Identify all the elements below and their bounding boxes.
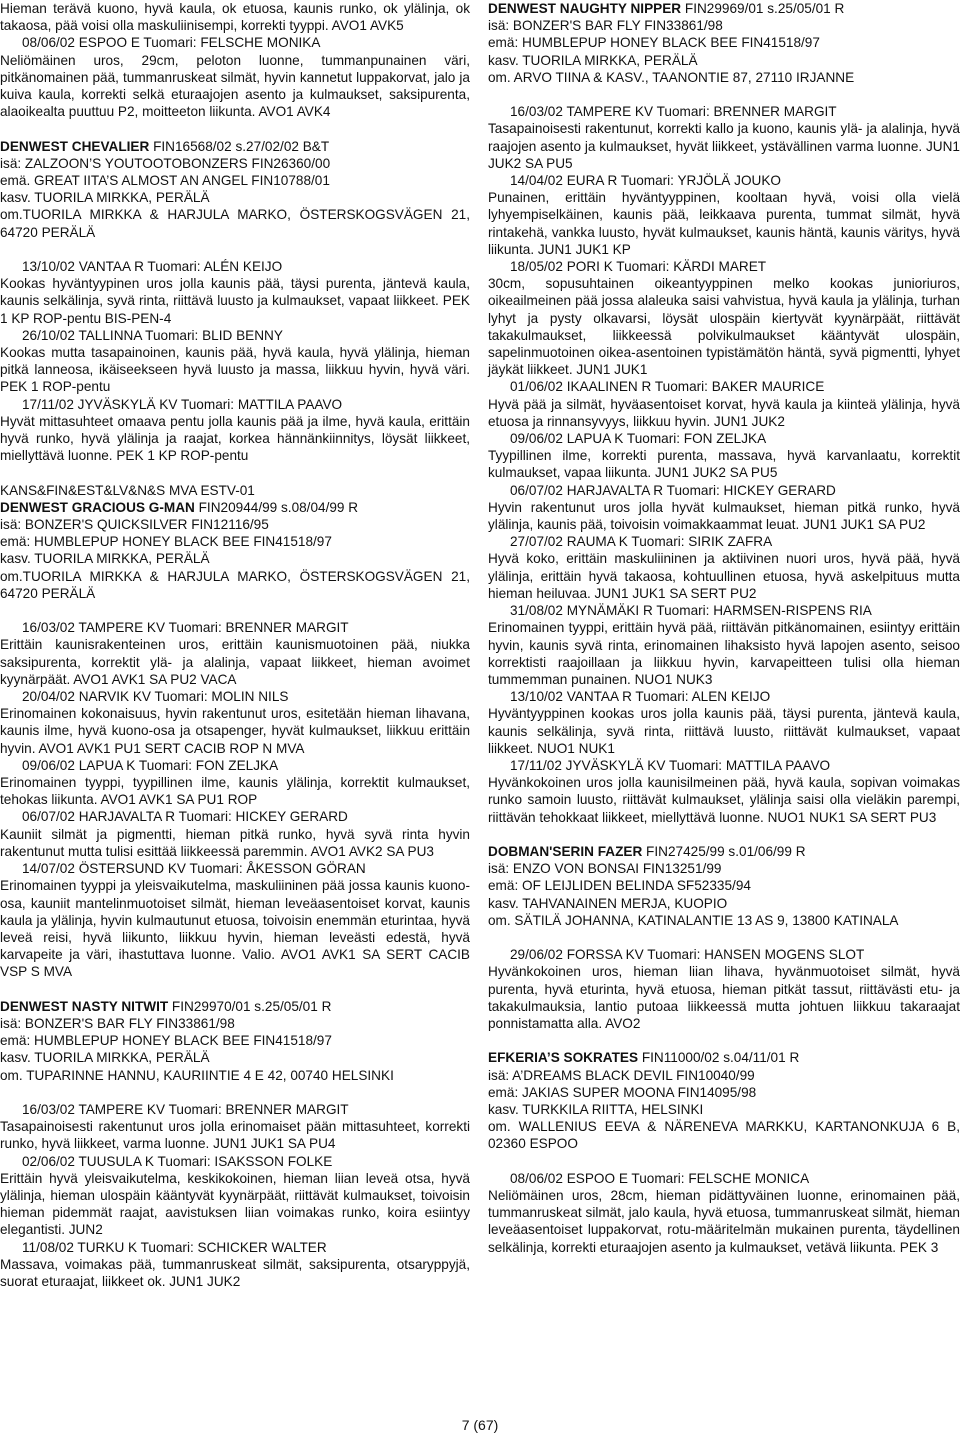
show-result-line: 02/06/02 TUUSULA K Tuomari: ISAKSSON FOLKE [22, 1153, 333, 1169]
text-paragraph: emä: OF LEIJLIDEN BELINDA SF52335/94 [488, 878, 751, 894]
text-paragraph: om. WALLENIUS EEVA & NÄRENEVA MARKKU, KARTANONKUJA 6 B, 02360 ESPOO [488, 1119, 960, 1152]
text-paragraph: isä: BONZER'S QUICKSILVER FIN12116/95 [0, 517, 269, 533]
registration-info: FIN20944/99 s.08/04/99 R [194, 499, 359, 515]
text-paragraph: emä. GREAT IITA’S ALMOST AN ANGEL FIN10788/01 [0, 173, 330, 189]
text-paragraph: kasv. TAHVANAINEN MERJA, KUOPIO [488, 895, 728, 911]
show-result-line: 20/04/02 NARVIK KV Tuomari: MOLIN NILS [22, 689, 289, 705]
dog-name: DOBMAN'SERIN FAZER [488, 843, 643, 859]
text-paragraph: Hieman terävä kuono, hyvä kaula, ok etuosa, kaunis runko, ok ylälinja, ok takaosa, pää voisi olla maskuliinisempi, korrekti tyyppi. AVO1 AVK5 [0, 1, 470, 34]
text-paragraph: Tyypillinen ilme, korrekti purenta, massava, hyvä karvanlaatu, korrektit kulmaukset, vapaa liikunta. JUN1 JUK2 SA PU5 [488, 448, 960, 481]
left-column [0, 0, 474, 1290]
text-paragraph: Hyvin rakentunut uros jolla hyvät kulmaukset, hieman pitkä runko, hyvä ylälinja, kaunis pää, toivoisin voimakkaammat leuat. JUN1 JUK1 SA PU2 [488, 499, 960, 533]
text-paragraph: Hyvänkokoinen uros jolla kaunisilmeinen pää, hyvä kaula, sopivan voimakas runko samoin luusto, riittävät kulmaukset, ylälinja saisi olla vieläkin parempi, riittävän tehokkaat liikkeet, miellyttävä luonne. NUO1 NUK1 SA SERT PU3 [488, 775, 960, 825]
text-paragraph: Erittäin hyvä yleisvaikutelma, keskikokoinen, hieman liian leveä otsa, hyvä ylälinja, hieman ulospäin kääntyvät kyynärpäät, riittävät kulmaukset, toivoisin hieman pidemmät raajat, aavistuksen liian voimakas runko, koira esiintyy elegantisti. JUN2 [0, 1170, 470, 1238]
show-result-line: 13/10/02 VANTAA R Tuomari: ALEN KEIJO [510, 689, 771, 705]
text-paragraph: Hyväntyyppinen kookas uros jolla kaunis pää, täysi purenta, jäntevä kaula, kaunis selkälinja, syvä rinta, riittävä luusto, riittävät kulmaukset, vapaat liikkeet. NUO1 NUK1 [488, 706, 960, 756]
paragraph-spacer [488, 826, 960, 843]
show-result-line: 13/10/02 VANTAA R Tuomari: ALÉN KEIJO [22, 259, 283, 275]
show-result-line: 01/06/02 IKAALINEN R Tuomari: BAKER MAURICE [510, 379, 825, 395]
right-column [486, 0, 960, 1256]
text-paragraph: KANS&FIN&EST&LV&N&S MVA ESTV-01 [0, 482, 255, 498]
show-result-line: 08/06/02 ESPOO E Tuomari: FELSCHE MONICA [510, 1170, 810, 1186]
registration-info: FIN11000/02 s.04/11/01 R [638, 1050, 800, 1066]
dog-name: DENWEST NASTY NITWIT [0, 998, 169, 1014]
text-paragraph: Hyvä koko, erittäin maskuliininen ja aktiivinen nuori uros, hyvä pää, hyvä ylälinja, erittäin hyvä takaosa, kohtuullinen etuosa, hyvä askelpituus mutta hieman heiluvaa. JUN1 JUK1 SA SERT PU2 [488, 551, 960, 601]
text-paragraph: emä: HUMBLEPUP HONEY BLACK BEE FIN41518/97 [0, 1033, 332, 1049]
dog-entry-heading [0, 138, 470, 155]
show-result-line: 18/05/02 PORI K Tuomari: KÄRDI MARET [510, 259, 767, 275]
show-result-line: 09/06/02 LAPUA K Tuomari: FON ZELJKA [510, 431, 767, 447]
text-paragraph: kasv. TUORILA MIRKKA, PERÄLÄ [0, 551, 210, 567]
show-result-line: 06/07/02 HARJAVALTA R Tuomari: HICKEY GERARD [510, 482, 836, 498]
registration-info: FIN29970/01 s.25/05/01 R [168, 998, 332, 1014]
paragraph-spacer [488, 1153, 960, 1170]
paragraph-spacer [0, 981, 470, 998]
text-paragraph: om.TUORILA MIRKKA & HARJULA MARKO, ÖSTERSKOGSVÄGEN 21, 64720 PERÄLÄ [0, 207, 470, 240]
dog-name: DENWEST CHEVALIER [0, 138, 150, 154]
paragraph-spacer [488, 86, 960, 103]
text-paragraph: 30cm, sopusuhtainen oikeantyyppinen melko kookas junioriuros, oikeailmeinen pää jossa alaleuka saisi vahvistua, hyvä kaula ja ylälinja, turhan lyhyt ja pysty olkavarsi, löysät ulospäin kiertyvät kyynärpäät, riittävät takakulmaukset, liikkeessä polvikulmaukset kääntyvät ulospäin, sapelinmuotoinen oikea-asentoinen typistämätön häntä, syvä pigmentti, lyhyet jäykät liikkeet. JUN1 JUK1 [488, 276, 960, 378]
text-paragraph: om.TUORILA MIRKKA & HARJULA MARKO, ÖSTERSKOGSVÄGEN 21, 64720 PERÄLÄ [0, 568, 470, 601]
text-paragraph: Kookas hyväntyypinen uros jolla kaunis pää, täysi purenta, jäntevä kaula, kaunis selkälinja, syvä rinta, riittävä luusto ja kulmaukset, vapaat liikkeet. PEK 1 KP ROP-pentu BIS-PEN-4 [0, 276, 470, 326]
text-paragraph: Tasapainoisesti rakentunut, korrekti kallo ja kuono, kaunis ylä- ja alalinja, hyvä raajojen asento ja kulmaukset, hyvät liikkeet, ystävällinen varma luonne. JUN1 JUK2 SA PU5 [488, 121, 960, 171]
show-result-line: 16/03/02 TAMPERE KV Tuomari: BRENNER MARGIT [22, 620, 349, 636]
text-paragraph: emä: JAKIAS SUPER MOONA FIN14095/98 [488, 1084, 757, 1100]
dog-entry-heading [0, 499, 470, 516]
text-paragraph: Neliömäinen uros, 28cm, hieman pidättyväinen luonne, erinomainen pää, tummanruskeat silmät, jalo kaula, hyvä etuosa, tummanruskeat silmät, hieman leveäasentoiset luppakorvat, rotu-määritelmän mukainen purenta, täydellinen selkälinja, korrekti eturaajojen asento ja kulmaukset, vetävä liikunta. PEK 3 [488, 1187, 960, 1255]
show-result-line: 17/11/02 JYVÄSKYLÄ KV Tuomari: MATTILA PAAVO [22, 396, 343, 412]
text-paragraph: Erinomainen kokonaisuus, hyvin rakentunut uros, esitetään hieman lihavana, kaunis ilme, hyvä kuono-osa ja otsapenger, hyvät kulmaukset, liikkuu erittäin hyvin. AVO1 AVK1 PU1 SERT CACIB ROP N MVA [0, 706, 470, 756]
text-paragraph: emä: HUMBLEPUP HONEY BLACK BEE FIN41518/97 [0, 534, 332, 550]
show-result-line: 11/08/02 TURKU K Tuomari: SCHICKER WALTER [22, 1239, 327, 1255]
text-paragraph: om. ARVO TIINA & KASV., TAANONTIE 87, 27110 IRJANNE [488, 69, 855, 85]
dog-entry-heading [488, 1049, 960, 1066]
text-paragraph: isä: ENZO VON BONSAI FIN13251/99 [488, 861, 722, 877]
dog-name: DENWEST NAUGHTY NIPPER [488, 1, 682, 16]
dog-entry-heading [488, 843, 960, 860]
text-paragraph: isä: ZALZOON’S YOUTOOTOBONZERS FIN26360/00 [0, 155, 331, 171]
text-paragraph: Massava, voimakas pää, tummanruskeat silmät, saksipurenta, otsaryppyjä, suorat eturaajat, liikkeet ok. JUN1 JUK2 [0, 1256, 470, 1289]
show-result-line: 16/03/02 TAMPERE KV Tuomari: BRENNER MARGIT [22, 1101, 349, 1117]
text-paragraph: Tasapainoisesti rakentunut uros jolla erinomaiset pään mittasuhteet, korrekti runko, hyvä liikkeet, varma luonne. JUN1 JUK1 SA PU4 [0, 1119, 470, 1152]
text-paragraph: Kauniit silmät ja pigmentti, hieman pitkä runko, hyvä syvä rinta hyvin rakentunut mutta tulisi esittää liikkeessä paremmin. AVO1 AVK2 SA PU3 [0, 826, 470, 859]
text-paragraph: Hyvät mittasuhteet omaava pentu jolla kaunis pää ja ilme, hyvä kaula, erittäin hyvä runko, hyvä ylälinja ja raajat, korkea hännänkiinnitys, löysät liikkeet, miellyttävä luonne. PEK 1 KP ROP-pentu [0, 413, 470, 464]
show-result-line: 06/07/02 HARJAVALTA R Tuomari: HICKEY GERARD [22, 809, 348, 825]
dog-name: EFKERIA’S SOKRATES [488, 1050, 639, 1066]
show-result-line: 17/11/02 JYVÄSKYLÄ KV Tuomari: MATTILA PAAVO [510, 757, 831, 773]
text-paragraph: Hyvänkokoinen uros, hieman liian lihava, hyvänmuotoiset silmät, hyvä purenta, hyvä eturinta, hyvä etuosa, hieman pitkät tassut, riittävästi etu- ja takakulmauksia, lantio putoaa liikkeessä mutta johtuen liikkuu takaraajat ponnistamatta alla. AVO2 [488, 964, 960, 1031]
text-paragraph: emä: HUMBLEPUP HONEY BLACK BEE FIN41518/97 [488, 35, 820, 51]
dog-entry-heading [488, 0, 960, 17]
show-result-line: 27/07/02 RAUMA K Tuomari: SIRIK ZAFRA [510, 534, 773, 550]
text-paragraph: Erittäin kaunisrakenteinen uros, erittäin kaunismuotoinen pää, niukka saksipurenta, korrektit ylä- ja alalinja, vapaat liikkeet, hieman avoimet kyynärpäät. AVO1 AVK1 SA PU2 VACA [0, 637, 470, 687]
text-paragraph: Erinomainen tyyppi, erittäin hyvä pää, riittävän pitkänomainen, esiintyy erittäin hyvin, kaunis syvä rinta, erinomainen lihaksisto hyvä lapojen asento, seisoo korrektisti raajoillaan ja liikkuu hyvin, karvapeitteen tulisi olla hieman tummemman punainen. NUO1 NUK3 [488, 620, 960, 687]
paragraph-spacer [488, 1032, 960, 1049]
dog-name: DENWEST GRACIOUS G-MAN [0, 499, 195, 515]
paragraph-spacer [0, 602, 470, 619]
show-result-line: 31/08/02 MYNÄMÄKI R Tuomari: HARMSEN-RISPENS RIA [510, 603, 872, 619]
show-result-line: 26/10/02 TALLINNA Tuomari: BLID BENNY [22, 327, 283, 343]
text-paragraph: Hyvä pää ja silmät, hyväasentoiset korvat, hyvä kaula ja kiinteä ylälinja, hyvä etuosa ja rinnansyvyys, liikkuu hyvin. JUN1 JUK2 [488, 396, 960, 429]
registration-info: FIN16568/02 s.27/02/02 B&T [149, 138, 330, 154]
text-paragraph: Punainen, erittäin hyväntyyppinen, kooltaan hyvä, voisi olla vielä lyhyempiselkäinen, kaunis pää, leikkaava purenta, tummat silmät, hyvä rintakehä, vankka luusto, hyvät kulmaukset, kaunis häntä, kaunis väritys, hyvä liikunta. JUN1 JUK1 KP [488, 190, 960, 257]
text-paragraph: Erinomainen tyyppi ja yleisvaikutelma, maskuliininen pää jossa kaunis kuono-osa, kauniit mantelinmuotoiset silmät, hieman leveäasentoiset korvat, kaunis kaula ja ylälinja, hyvin kulmautunut etuosa, toivoisin enemmän eturintaa, hyvä leveä reisi, hyvä liikunto, liikkuu hyvin, hieman leveästi edestä, hyvä karvapeite ja väri, ihastuttava luonne. Valio. AVO1 AVK1 SA SERT CACIB VSP S MVA [0, 878, 470, 980]
text-paragraph: kasv. TUORILA MIRKKA, PERÄLÄ [488, 52, 698, 68]
text-paragraph: isä: BONZER'S BAR FLY FIN33861/98 [488, 18, 723, 34]
text-paragraph: isä: BONZER'S BAR FLY FIN33861/98 [0, 1015, 235, 1031]
text-paragraph: om. SÄTILÄ JOHANNA, KATINALANTIE 13 AS 9, 13800 KATINALA [488, 912, 899, 928]
text-paragraph: kasv. TUORILA MIRKKA, PERÄLÄ [0, 1050, 210, 1066]
show-result-line: 14/04/02 EURA R Tuomari: YRJÖLÄ JOUKO [510, 173, 781, 189]
text-paragraph: isä: A’DREAMS BLACK DEVIL FIN10040/99 [488, 1067, 755, 1083]
registration-info: FIN29969/01 s.25/05/01 R [681, 1, 845, 16]
dog-entry-heading [0, 998, 470, 1015]
text-paragraph: Kookas mutta tasapainoinen, kaunis pää, hyvä kaula, hyvä ylälinja, hieman pitkä lanneosa, ikäiseekseen hyvä luusto ja massa, liikkuu hyvin, hyvä väri. PEK 1 ROP-pentu [0, 345, 470, 395]
paragraph-spacer [0, 120, 470, 137]
show-result-line: 29/06/02 FORSSA KV Tuomari: HANSEN MOGENS SLOT [510, 947, 865, 963]
paragraph-spacer [0, 464, 470, 481]
page-number: 7 (67) [461, 1417, 499, 1433]
show-result-line: 16/03/02 TAMPERE KV Tuomari: BRENNER MARGIT [510, 104, 837, 120]
paragraph-spacer [0, 241, 470, 258]
show-result-line: 14/07/02 ÖSTERSUND KV Tuomari: ÅKESSON GÖRAN [22, 861, 366, 877]
text-paragraph: om. TUPARINNE HANNU, KAURIINTIE 4 E 42, 00740 HELSINKI [0, 1067, 394, 1083]
registration-info: FIN27425/99 s.01/06/99 R [642, 843, 806, 859]
text-paragraph: Neliömäinen uros, 29cm, peloton luonne, tummanpunainen väri, pitkänomainen pää, tummanruskeat silmät, hyvin kannetut luppakorvat, jalo ja kuiva kaula, korrekti selkä eturaajojen asento ja kulmaukset, saksipurenta, alaoikealta puuttuu P2, moitteeton liikunta. AVO1 AVK4 [0, 52, 470, 120]
paragraph-spacer [488, 929, 960, 946]
text-paragraph: kasv. TUORILA MIRKKA, PERÄLÄ [0, 190, 210, 206]
paragraph-spacer [0, 1084, 470, 1101]
text-paragraph: Erinomainen tyyppi, tyypillinen ilme, kaunis ylälinja, korrektit kulmaukset, tehokas liikunta. AVO1 AVK1 SA PU1 ROP [0, 775, 470, 808]
text-paragraph: kasv. TURKKILA RIITTA, HELSINKI [488, 1101, 704, 1117]
show-result-line: 09/06/02 LAPUA K Tuomari: FON ZELJKA [22, 757, 279, 773]
show-result-line: 08/06/02 ESPOO E Tuomari: FELSCHE MONIKA [22, 35, 321, 51]
